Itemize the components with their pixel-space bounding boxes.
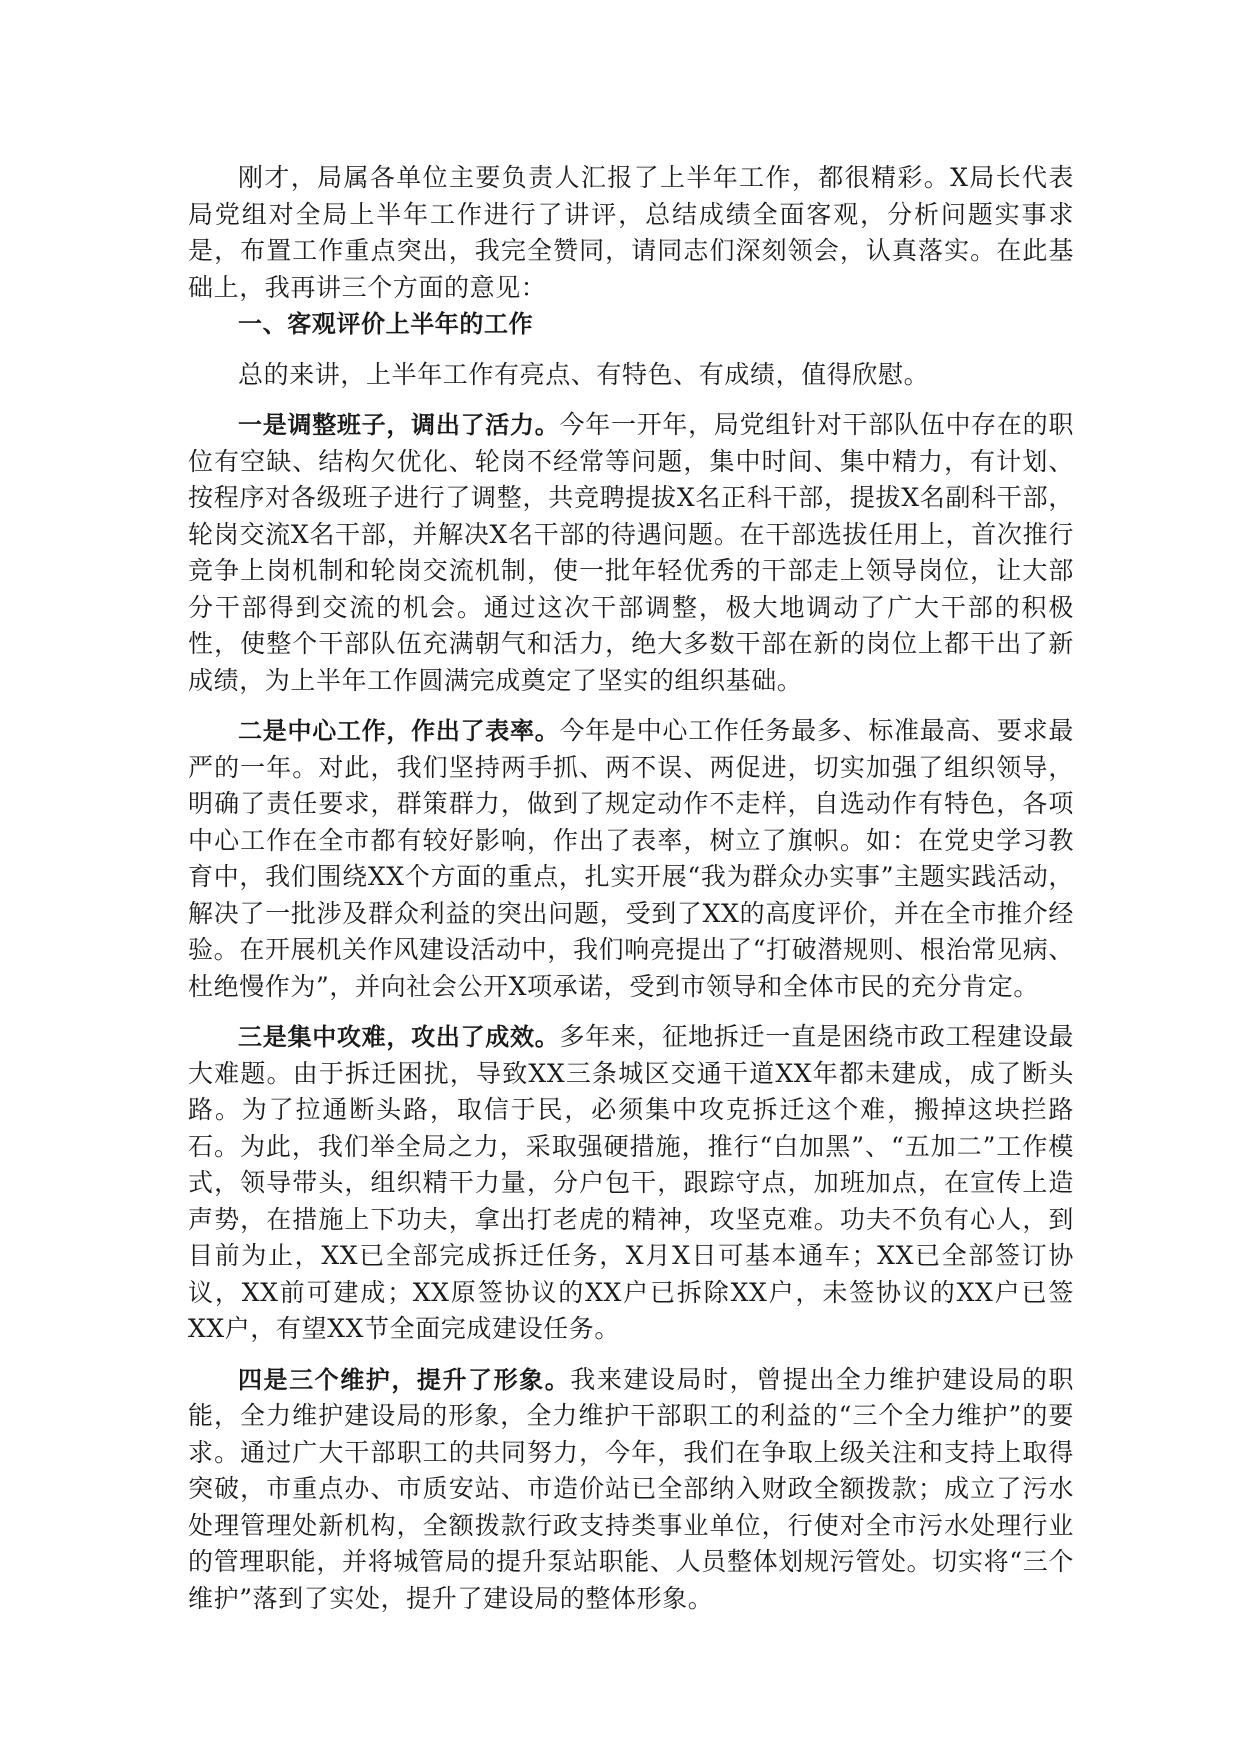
point-text: 今年一开年，局党组针对干部队伍中存在的职位有空缺、结构欠优化、轮岗不经常等问题，集中时间、集中精力，有计划、按程序对各级班子进行了调整，共竞聘提拔X名正科干部，提拔X名副科干部，轮岗交流X名干部，并解决X名干部的待遇问题。在干部选拔任用上，首次推行竞争上岗机制和轮岗交流机制，使一批年轻优秀的干部走上领导岗位，让大部分干部得到交流的机会。通过这次干部调整，极大地调动了广大干部的积极性，使整个干部队伍充满朝气和活力，绝大多数干部在新的岗位上都干出了新成绩，为上半年工作圆满完成奠定了坚实的组织基础。	[188, 410, 1074, 695]
point-paragraph-1	[188, 407, 1074, 699]
document-body	[188, 160, 1074, 1617]
point-text: 今年是中心工作任务最多、标准最高、要求最严的一年。对此，我们坚持两手抓、两不误、两促进，切实加强了组织领导，明确了责任要求，群策群力，做到了规定动作不走样，自选动作有特色，各项中心工作在全市都有较好影响，作出了表率，树立了旗帜。如：在党史学习教育中，我们围绕XX个方面的重点，扎实开展“我为群众办实事”主题实践活动，解决了一批涉及群众利益的突出问题，受到了XX的高度评价，并在全市推介经验。在开展机关作风建设活动中，我们响亮提出了“打破潜规则、根治常见病、杜绝慢作为”，并向社会公开X项承诺，受到市领导和全体市民的充分肯定。	[188, 716, 1074, 1001]
point-text: 我来建设局时，曾提出全力维护建设局的职能，全力维护建设局的形象，全力维护干部职工的利益的“三个全力维护”的要求。通过广大干部职工的共同努力，今年，我们在争取上级关注和支持上取得突破，市重点办、市质安站、市造价站已全部纳入财政全额拨款；成立了污水处理管理处新机构，全额拨款行政支持类事业单位，行使对全市污水处理行业的管理职能，并将城管局的提升泵站职能、人员整体划规污管处。切实将“三个维护”落到了实处，提升了建设局的整体形象。	[188, 1364, 1074, 1613]
point-paragraph-2	[188, 713, 1074, 1005]
point-paragraph-4	[188, 1362, 1074, 1618]
point-lead: 四是三个维护，提升了形象。	[238, 1365, 571, 1394]
point-text: 多年来，征地拆迁一直是困绕市政工程建设最大难题。由于拆迁困扰，导致XX三条城区交通干道XX年都未建成，成了断头路。为了拉通断头路，取信于民，必须集中攻克拆迁这个难，搬掉这块拦路石。为此，我们举全局之力，采取强硬措施，推行“白加黑”、“五加二”工作模式，领导带头，组织精干力量，分户包干，跟踪守点，加班加点，在宣传上造声势，在措施上下功夫，拿出打老虎的精神，攻坚克难。功夫不负有心人，到目前为止，XX已全部完成拆迁任务，X月X日可基本通车；XX已全部签订协议，XX前可建成；XX原签协议的XX户已拆除XX户，未签协议的XX户已签XX户，有望XX节全面完成建设任务。	[188, 1022, 1074, 1343]
summary-paragraph: 总的来讲，上半年工作有亮点、有特色、有成绩，值得欣慰。	[238, 359, 930, 389]
point-lead: 二是中心工作，作出了表率。	[238, 717, 560, 745]
point-paragraph-3	[188, 1019, 1074, 1348]
point-lead: 三是集中攻难，攻出了成效。	[238, 1023, 560, 1051]
point-lead: 一是调整班子，调出了活力。	[238, 411, 560, 439]
section-heading: 一、客观评价上半年的工作	[238, 310, 534, 338]
intro-paragraph: 刚才，局属各单位主要负责人汇报了上半年工作，都很精彩。X局长代表局党组对全局上半年工作进行了讲评，总结成绩全面客观，分析问题实事求是，布置工作重点突出，我完全赞同，请同志们深刻领会，认真落实。在此基础上，我再讲三个方面的意见：	[188, 163, 1074, 302]
